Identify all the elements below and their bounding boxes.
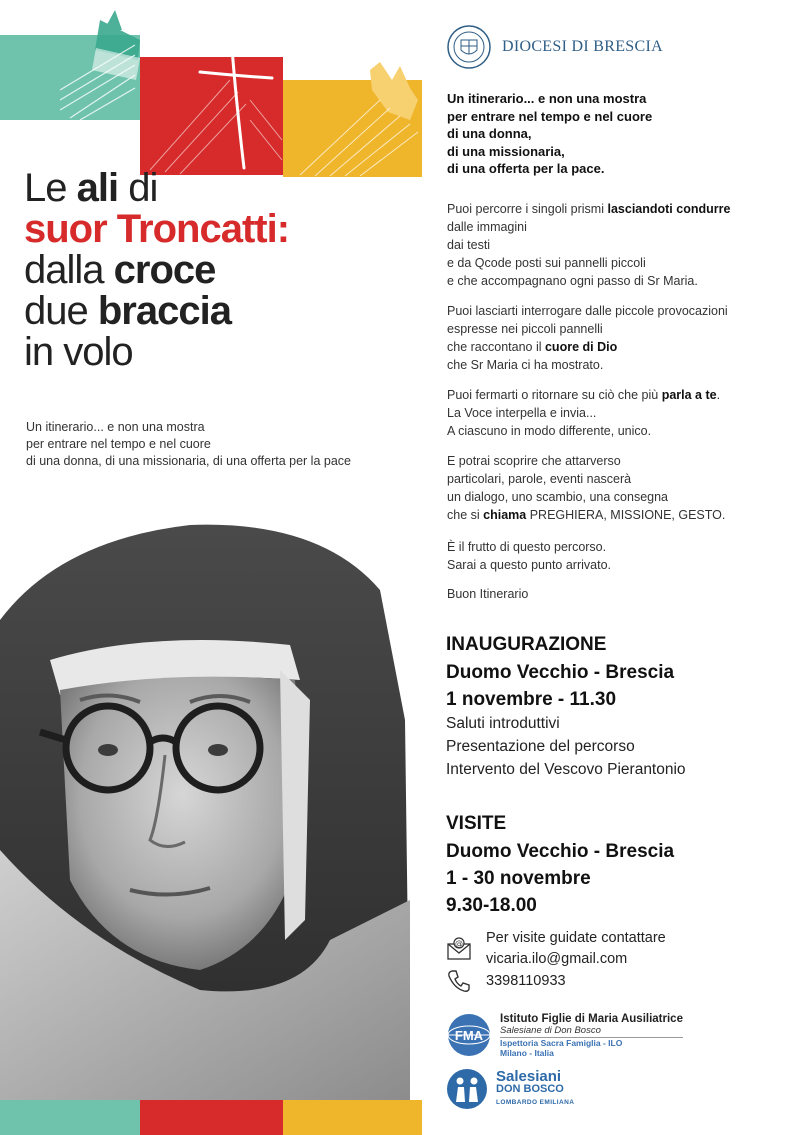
inaugurazione-item: Intervento del Vescovo Pierantonio [446, 761, 686, 778]
email-icon [446, 936, 472, 962]
diocesi-name: DIOCESI DI BRESCIA [502, 38, 663, 55]
visite-dates: 1 - 30 novembre [446, 868, 591, 889]
contact-phone [446, 968, 791, 994]
visite-place: Duomo Vecchio - Brescia [446, 841, 675, 862]
phone-icon [446, 968, 472, 994]
paragraph-4: E potrai scoprire che attarverso particolari, parole, eventi nascerà un dialogo, uno scambio, una consegna che si chiama PREGHIERA, MISSIONE, GESTO. [447, 454, 726, 522]
contact-guided-text: Per visite guidate contattare [486, 930, 666, 946]
poster-right-panel [422, 0, 800, 1135]
contact-phone-text[interactable]: 3398110933 [486, 972, 566, 989]
diocesi-seal-icon [446, 24, 492, 70]
title-line-4: due braccia [24, 289, 231, 333]
fma-globe-icon [446, 1012, 492, 1058]
salesiani-emblem-icon [446, 1068, 488, 1110]
title-line-2: suor Troncatti: [24, 207, 290, 251]
wings-cross-hands-illustration [0, 0, 422, 180]
inaugurazione-item: Saluti introduttivi [446, 715, 560, 732]
paragraph-6: Buon Itinerario [447, 587, 529, 601]
inaugurazione-place: Duomo Vecchio - Brescia [446, 662, 675, 683]
title-line-5: in volo [24, 330, 133, 374]
bottom-red-block [140, 1100, 283, 1135]
poster-subtitle: Un itinerario... e non una mostra per entrare nel tempo e nel cuore di una donna, di una missionaria, di una offerta per la pace [26, 420, 351, 468]
fma-mark-text: FMA [454, 1028, 484, 1043]
contact-email-text[interactable]: vicaria.ilo@gmail.com [486, 951, 628, 967]
paragraph-5: È il frutto di questo percorso. Sarai a questo punto arrivato. [447, 540, 611, 572]
paragraph-1: Puoi percorre i singoli prismi lasciandoti condurre dalle immagini dai testi e da Qcode posti sui pannelli piccoli e che accompagnano ogni passo di Sr Maria. [447, 202, 731, 288]
title-line-3: dalla croce [24, 248, 216, 292]
title-line-1: Le ali di [24, 166, 158, 210]
inaugurazione-item: Presentazione del percorso [446, 738, 635, 755]
poster-title [24, 168, 422, 373]
portrait-photo [0, 520, 422, 1100]
diocesi-header [446, 24, 663, 70]
paragraph-3: Puoi fermarti o ritornare su ciò che più parla a te. La Voce interpella e invia... A ciascuno in modo differente, unico. [447, 388, 721, 438]
intro-text: Un itinerario... e non una mostra per entrare nel tempo e nel cuore di una donna, di una missionaria, di una offerta per la pace. [447, 91, 653, 176]
salesiani-logo: Salesiani DON BOSCO LOMBARDO EMILIANA [446, 1066, 646, 1112]
svg-text:@: @ [455, 939, 463, 948]
visite-hours: 9.30-18.00 [446, 895, 537, 916]
bottom-yellow-block [283, 1100, 422, 1135]
bottom-teal-block [0, 1100, 140, 1135]
contact-email [446, 928, 791, 970]
fma-logo: FMA Istituto Figlie di Maria Ausiliatrice Salesiane di Don Bosco Ispettoria Sacra Famiglia - ILO Milano - Italia [446, 1010, 791, 1060]
inaugurazione-heading: INAUGURAZIONE [446, 634, 607, 655]
inaugurazione-date: 1 novembre - 11.30 [446, 689, 617, 710]
visite-heading: VISITE [446, 813, 507, 834]
paragraph-2: Puoi lasciarti interrogare dalle piccole provocazioni espresse nei piccoli pannelli che raccontano il cuore di Dio che Sr Maria ci ha mostrato. [447, 304, 728, 372]
